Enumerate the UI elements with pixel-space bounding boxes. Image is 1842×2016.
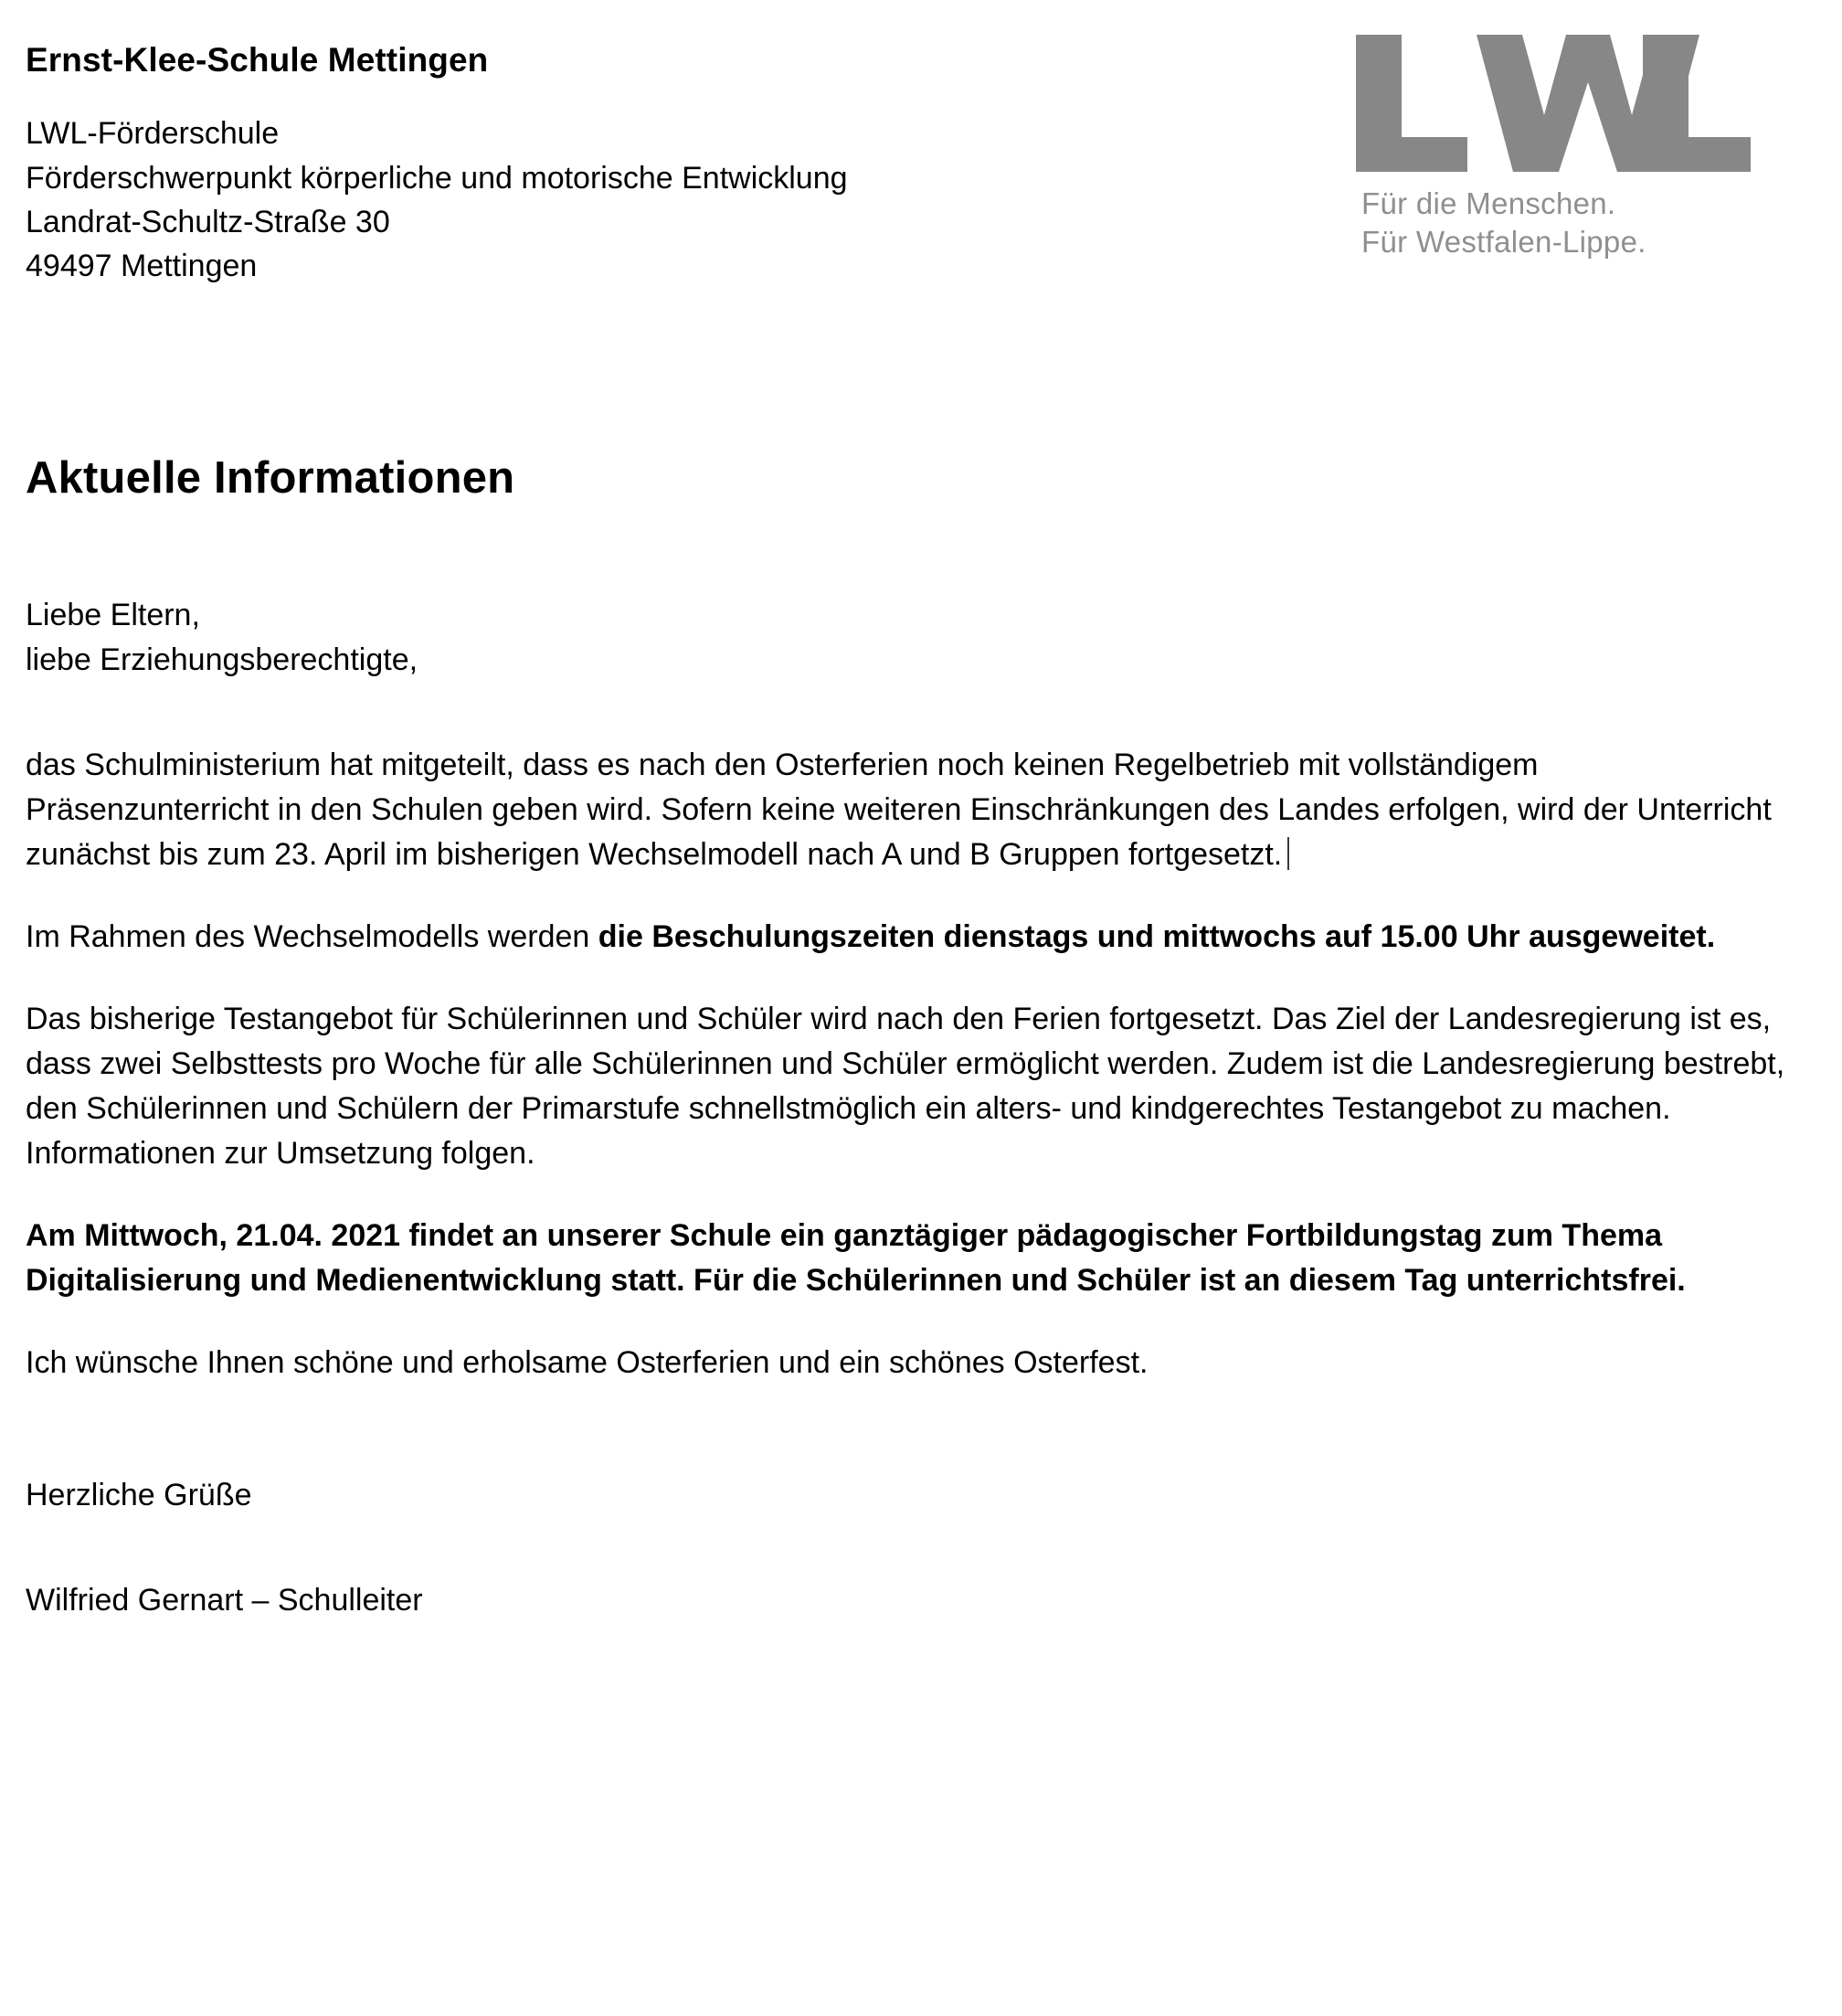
school-address-line-1: LWL-Förderschule xyxy=(26,116,280,152)
paragraph-2-lead: Im Rahmen des Wechselmodells werden xyxy=(26,919,598,955)
school-identity xyxy=(26,27,848,288)
text-cursor xyxy=(1287,837,1289,870)
paragraph-2 xyxy=(26,915,1787,960)
paragraph-1 xyxy=(26,743,1787,877)
closing-greeting: Herzliche Grüße xyxy=(26,1477,252,1512)
paragraph-5: Ich wünsche Ihnen schöne und erholsame Osterferien und ein schönes Osterfest. xyxy=(26,1344,1149,1380)
school-name: Ernst-Klee-Schule Mettingen xyxy=(26,41,489,79)
paragraph-1-text: das Schulministerium hat mitgeteilt, dass es nach den Osterferien noch keinen Regelbetrieb mit vollständigem Präsenzunterricht in den Schulen geben wird. Sofern keine weiteren Einschränkungen des Landes erfolgen, wird der Unterricht zunächst bis zum 23. April im bisherigen Wechselmodell nach A und B Gruppen fortgesetzt. xyxy=(26,748,1772,873)
lwl-logo xyxy=(1349,27,1787,261)
salutation-line-1: Liebe Eltern, xyxy=(26,598,200,633)
lwl-claim-line-1: Für die Menschen. xyxy=(1361,186,1616,220)
school-address-line-3: Landrat-Schultz-Straße 30 xyxy=(26,204,390,239)
lwl-claim-line-2: Für Westfalen-Lippe. xyxy=(1361,225,1646,260)
lwl-wordmark-icon xyxy=(1349,35,1751,172)
school-address-line-2: Förderschwerpunkt körperliche und motorische Entwicklung xyxy=(26,160,848,196)
lwl-claim xyxy=(1349,185,1778,261)
paragraph-3: Das bisherige Testangebot für Schülerinnen und Schüler wird nach den Ferien fortgesetzt. Das Ziel der Landesregierung ist es, dass zwei Selbsttests pro Woche für alle Schülerinnen und Schüler ermöglicht werden. Zudem ist die Landesregierung bestrebt, den Schülerinnen und Schülern der Primarstufe schnellstmöglich ein alters- und kindgerechtes Testangebot zu machen. Informationen zur Umsetzung folgen. xyxy=(26,1002,1785,1172)
signature-line: Wilfried Gernart – Schulleiter xyxy=(26,1582,423,1618)
letterhead xyxy=(26,27,1787,288)
paragraph-4: Am Mittwoch, 21.04. 2021 findet an unserer Schule ein ganztägiger pädagogischer Fortbildungstag zum Thema Digitalisierung und Medienentwicklung statt. Für die Schülerinnen und Schüler ist an diesem Tag unterrichtsfrei. xyxy=(26,1217,1686,1298)
salutation-line-2: liebe Erziehungsberechtigte, xyxy=(26,642,418,678)
school-address-line-4: 49497 Mettingen xyxy=(26,249,258,284)
page-title: Aktuelle Informationen xyxy=(26,453,515,504)
letter-body xyxy=(26,593,1787,1622)
paragraph-2-emphasis: die Beschulungszeiten dienstags und mittwochs auf 15.00 Uhr ausgeweitet. xyxy=(598,919,1716,955)
